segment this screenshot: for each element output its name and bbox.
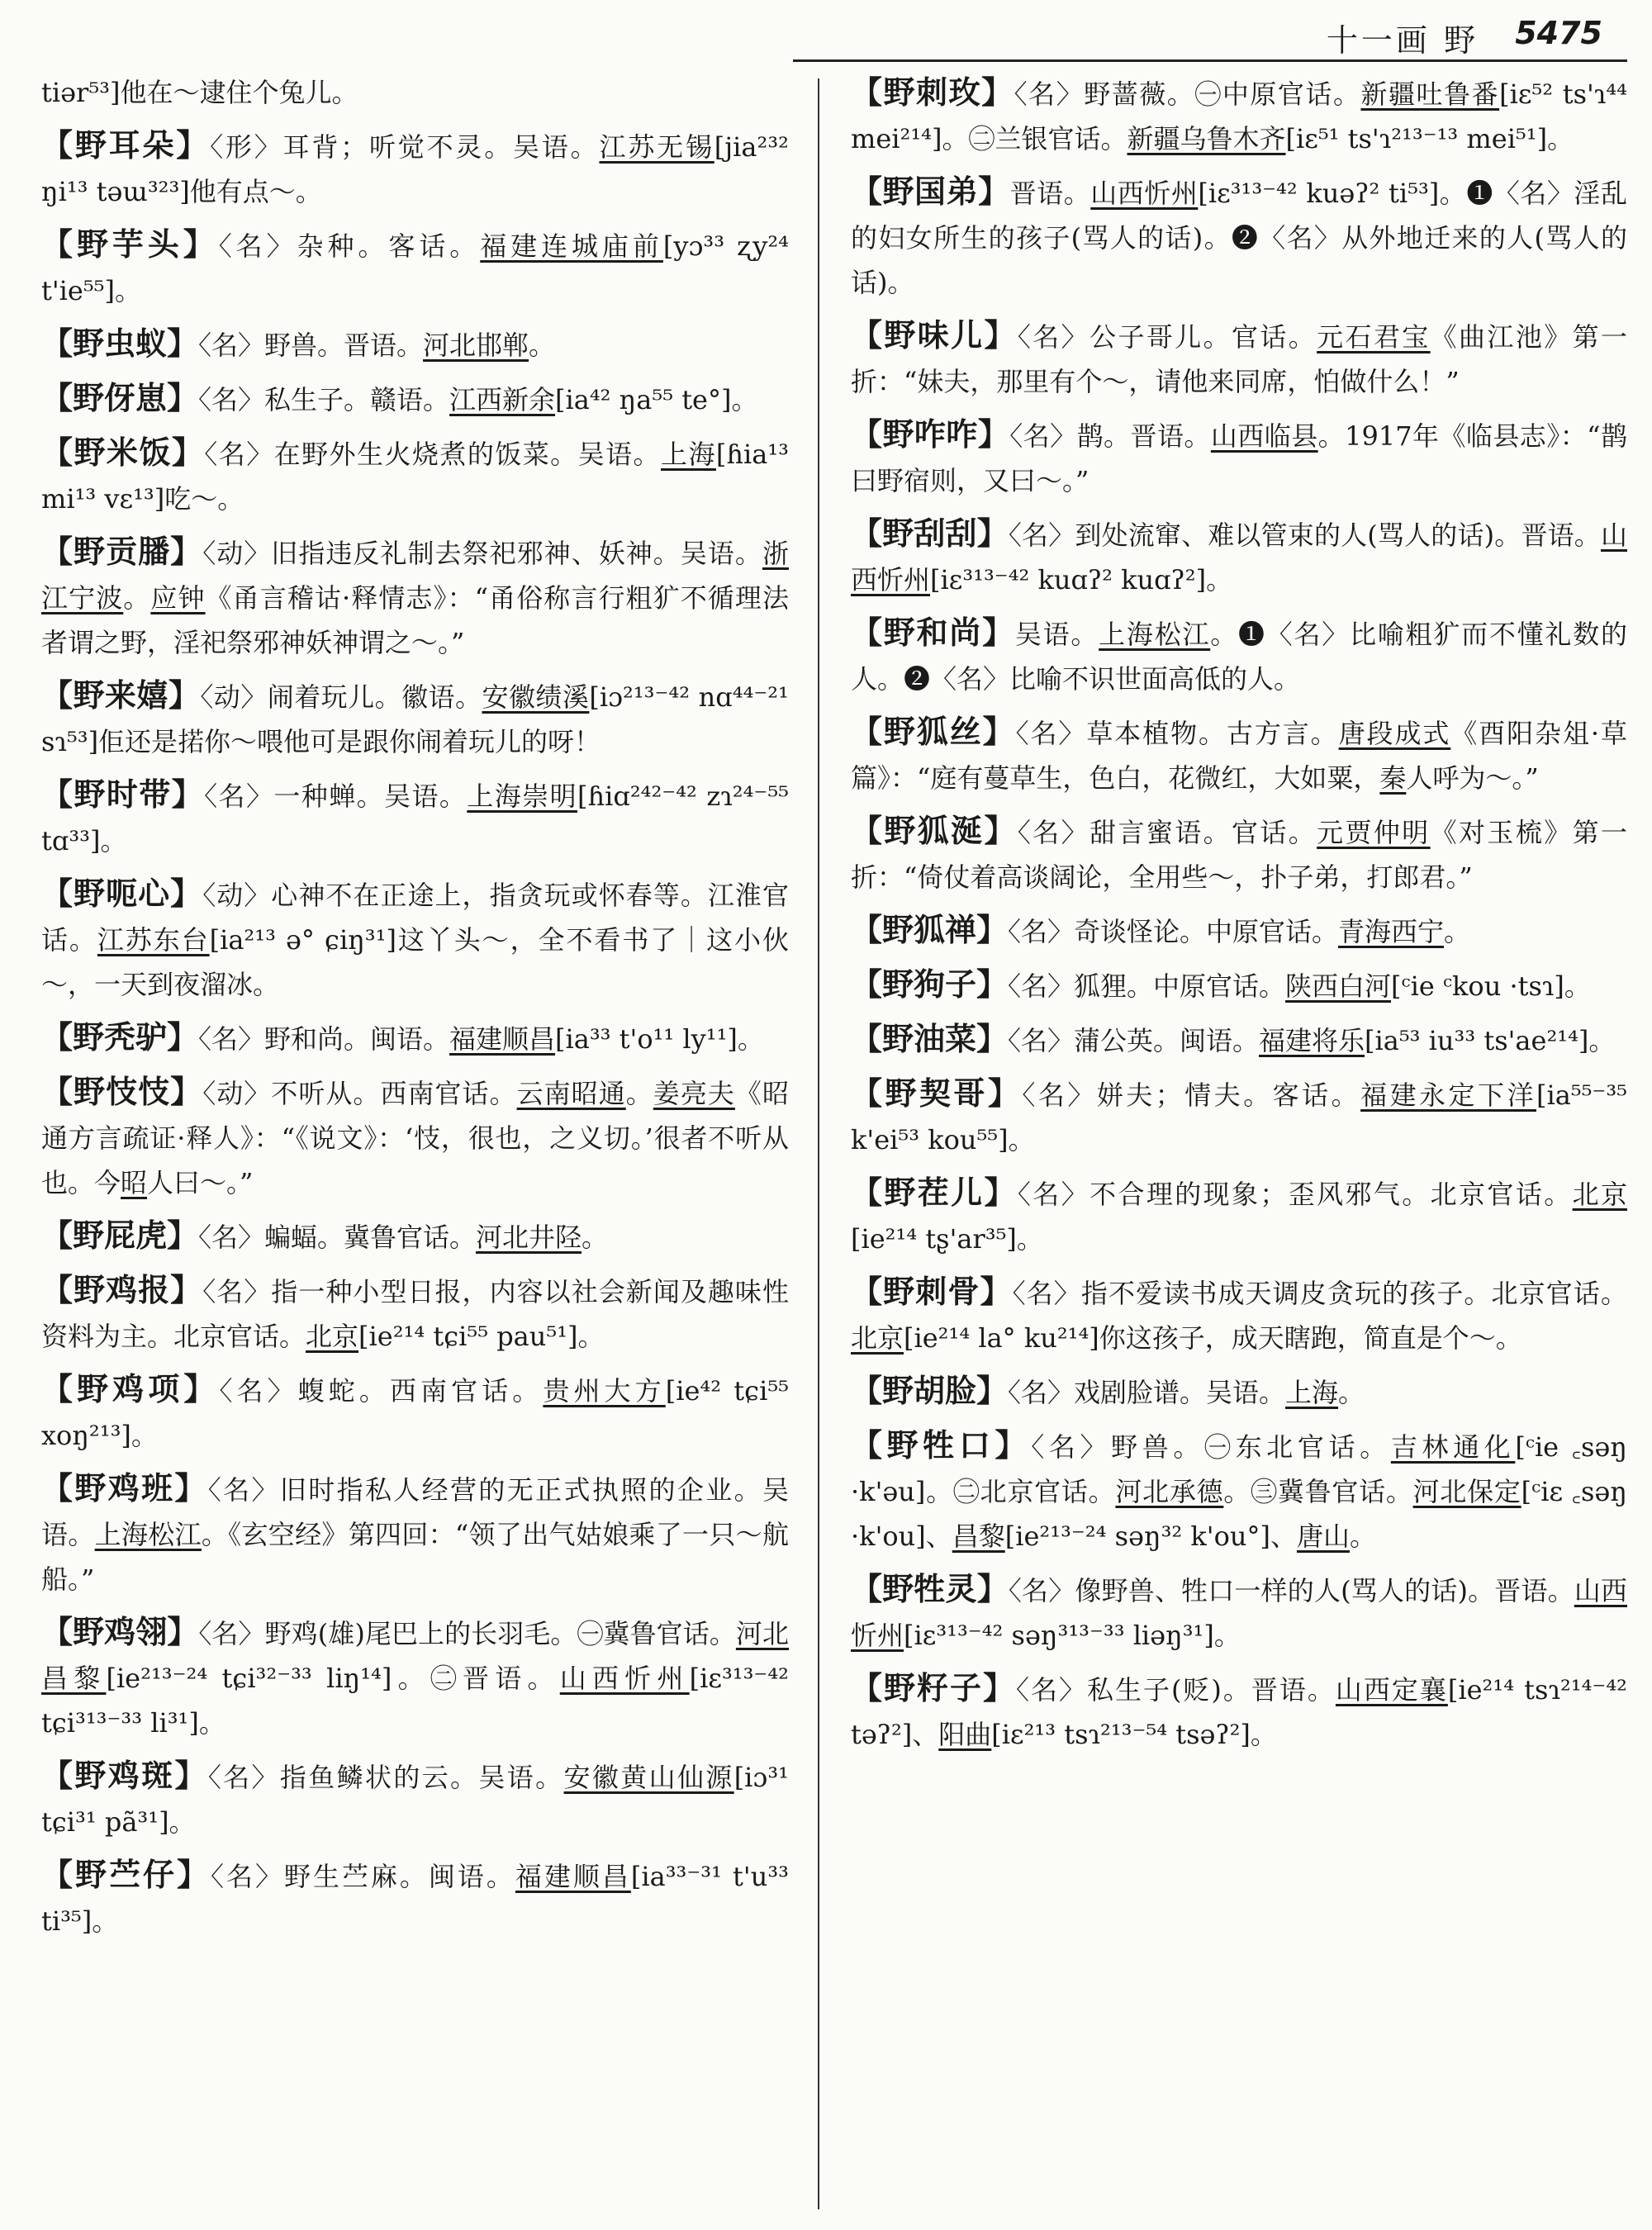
entry-text: 〈名〉野兽。㊀东北官话。 xyxy=(1031,1431,1391,1463)
dictionary-entry xyxy=(851,169,1627,305)
entry-text: 〈名〉野鸡(雄)尾巴上的长羽毛。㊀冀鲁官话。 xyxy=(198,1618,736,1649)
place-name: 北京 xyxy=(306,1321,359,1352)
entry-text: [ᶜiɛ ꜀səŋ ·k'ou]、 xyxy=(851,1476,1627,1552)
entry-headword: 【野狐丝】 xyxy=(851,713,1016,750)
entry-headword: 【野苎仔】 xyxy=(41,1856,211,1893)
entry-headword: 【野鸡斑】 xyxy=(41,1757,208,1794)
entry-text: 〈动〉旧指违反礼制去祭祀邪神、妖神。吴语。 xyxy=(202,538,762,569)
entry-text: [iɛ³¹³⁻⁴² kuəʔ² ti⁵³]。❶〈名〉淫乱的妇女所生的孩子(骂人的话)。❷〈名〉从外地迁来的人(骂人的话)。 xyxy=(851,178,1627,298)
place-name: 贵州大方 xyxy=(543,1375,666,1407)
entry-text: [ie²¹³⁻²⁴ tɕi³²⁻³³ liŋ¹⁴]。㊁晋语。 xyxy=(106,1663,560,1694)
entry-text: 人呼为～。” xyxy=(1406,762,1539,794)
entry-headword: 【野鸡项】 xyxy=(41,1370,220,1407)
place-name: 青海西宁 xyxy=(1338,916,1445,947)
entry-headword: 【野耳朵】 xyxy=(41,126,211,164)
entry-text: 〈动〉闹着玩儿。徽语。 xyxy=(200,681,482,713)
dictionary-entry xyxy=(41,321,789,368)
entry-headword: 【野刮刮】 xyxy=(851,515,1009,552)
entry-text: 。 xyxy=(1338,1377,1365,1408)
entry-text: 。 xyxy=(1349,1521,1376,1552)
entry-text: [ie²¹³⁻²⁴ səŋ³² k'ou°]、 xyxy=(1004,1521,1297,1552)
entry-text: 〈名〉私生子(贬)。晋语。 xyxy=(1015,1674,1336,1706)
entry-text: [iɛ³¹³⁻⁴² tɕi³¹³⁻³³ li³¹]。 xyxy=(41,1663,789,1739)
entry-text: [ie²¹⁴ tɕi⁵⁵ pau⁵¹]。 xyxy=(358,1321,605,1352)
entry-text: 《甬言稽诂·释情志》：“甬俗称言行粗犷不循理法者谓之野，淫祀祭邪神妖神谓之～。” xyxy=(41,582,789,658)
dictionary-entry xyxy=(851,313,1627,404)
place-name: 元贾仲明 xyxy=(1317,817,1431,848)
entry-headword: 【野鸡班】 xyxy=(41,1469,208,1506)
place-name: 上海 xyxy=(1285,1377,1339,1408)
entry-text: 〈名〉野和尚。闽语。 xyxy=(198,1023,450,1055)
entry-headword: 【野契哥】 xyxy=(851,1075,1023,1112)
entry-text: [ia³³⁻³¹ t'u³³ ti³⁵]。 xyxy=(41,1861,789,1937)
entry-text: 。 xyxy=(123,582,151,614)
entry-headword: 【野呃心】 xyxy=(41,875,203,912)
dictionary-entry xyxy=(41,1070,789,1205)
place-name: 河北昌黎 xyxy=(41,1618,789,1694)
dictionary-entry xyxy=(41,70,789,115)
dictionary-entry xyxy=(41,673,789,764)
entry-text: 〈名〉私生子。赣语。 xyxy=(198,384,450,415)
entry-text: 〈名〉蒲公英。闽语。 xyxy=(1008,1025,1260,1056)
dictionary-entry xyxy=(41,871,789,1007)
entry-text: 〈名〉野蔷薇。㊀中原官话。 xyxy=(1014,78,1361,110)
place-name: 江苏东台 xyxy=(97,924,210,956)
entry-text: 〈名〉旧时指私人经营的无正式执照的企业。吴语。 xyxy=(41,1474,789,1550)
entry-text: 〈名〉奇谈怪论。中原官话。 xyxy=(1008,916,1339,947)
place-name: 安徽绩溪 xyxy=(482,681,590,713)
dictionary-entry xyxy=(41,1610,789,1745)
entry-text: 〈名〉一种蝉。吴语。 xyxy=(204,780,468,812)
dictionary-entry xyxy=(851,1567,1627,1658)
place-name: 昌黎 xyxy=(952,1521,1005,1552)
dictionary-entry xyxy=(851,908,1627,954)
entry-headword: 【野刺玫】 xyxy=(851,74,1014,111)
entry-text: 〈名〉在野外生火烧煮的饭菜。吴语。 xyxy=(204,439,661,470)
entry-text: [yɔ³³ ʐy²⁴ t'ie⁵⁵]。 xyxy=(41,230,789,306)
dictionary-entry xyxy=(851,1071,1627,1162)
entry-text: 〈名〉姘夫；情夫。客话。 xyxy=(1022,1079,1361,1111)
place-name: 吉林通化 xyxy=(1390,1431,1516,1463)
entry-headword: 【野屁虎】 xyxy=(41,1217,199,1254)
dictionary-entry xyxy=(851,1017,1627,1063)
place-name: 山西忻州 xyxy=(1090,178,1199,209)
entry-text: 人曰～。” xyxy=(147,1167,254,1198)
entry-text: [ᶜie ꜀səŋ ·k'əu]。㊁北京官话。 xyxy=(851,1431,1627,1507)
dictionary-entry xyxy=(851,70,1627,161)
entry-headword: 【野刺骨】 xyxy=(851,1273,1013,1310)
entry-headword: 【野咋咋】 xyxy=(851,415,1010,453)
place-name: 山西忻州 xyxy=(851,1575,1627,1651)
entry-headword: 【野油菜】 xyxy=(851,1020,1009,1057)
entry-text: 。 xyxy=(625,1078,653,1109)
left-column xyxy=(41,70,789,2218)
dictionary-entry xyxy=(41,1015,789,1061)
place-name: 河北承德 xyxy=(1115,1476,1224,1507)
dictionary-entry xyxy=(41,1466,789,1601)
entry-text: [ia⁴² ŋa⁵⁵ te°]。 xyxy=(555,384,758,415)
entry-text: 《曲江池》第一折：“妹夫，那里有个～，请他来同席，怕做什么！” xyxy=(851,321,1627,397)
entry-text: [ɦiɑ²⁴²⁻⁴² zɿ²⁴⁻⁵⁵ tɑ³³]。 xyxy=(41,780,789,856)
entry-text: 《对玉梳》第一折：“倚仗着高谈阔论，全用些～，扑子弟，打郎君。” xyxy=(851,817,1627,893)
place-name: 山西忻州 xyxy=(559,1663,690,1694)
place-name: 安徽黄山仙源 xyxy=(563,1762,734,1793)
dictionary-entry xyxy=(41,376,789,422)
entry-headword: 【野贡膰】 xyxy=(41,533,203,570)
entry-text: [ia⁵³ iu³³ ts'ae²¹⁴]。 xyxy=(1365,1025,1616,1056)
entry-text: 。 xyxy=(1444,916,1471,947)
place-name: 上海崇明 xyxy=(467,780,577,812)
entry-text: 。 xyxy=(529,330,556,361)
entry-headword: 【野米饭】 xyxy=(41,434,205,471)
entry-text: 〈名〉公子哥儿。官话。 xyxy=(1017,321,1317,353)
place-name: 北京 xyxy=(851,1322,904,1354)
entry-text: 。㊂冀鲁官话。 xyxy=(1223,1476,1413,1507)
dictionary-entry xyxy=(851,1666,1627,1757)
entry-headword: 【野味儿】 xyxy=(851,316,1018,353)
entry-text: 。 xyxy=(582,1222,609,1253)
entry-text: 〈名〉指不爱读书成天调皮贪玩的孩子。北京官话。 xyxy=(1012,1278,1627,1309)
dictionary-entry xyxy=(41,1213,789,1260)
dictionary-entry xyxy=(41,1268,789,1359)
place-name: 元石君宝 xyxy=(1317,321,1431,353)
column-divider xyxy=(818,78,819,2209)
entry-text: [ia⁵⁵⁻³⁵ k'ei⁵³ kou⁵⁵]。 xyxy=(851,1079,1627,1155)
place-name: 河北井陉 xyxy=(476,1222,582,1253)
entry-text: 。1917年《临县志》：“鹊曰野宿则，又曰～。” xyxy=(851,420,1627,496)
entry-text: [iɛ³¹³⁻⁴² səŋ³¹³⁻³³ liəŋ³¹]。 xyxy=(904,1620,1241,1651)
place-name: 唐山 xyxy=(1296,1521,1350,1552)
entry-text: 〈名〉蝙蝠。冀鲁官话。 xyxy=(198,1222,477,1253)
entry-text: 〈形〉耳背；听觉不灵。吴语。 xyxy=(210,131,600,163)
entry-text: 〈名〉指一种小型日报，内容以社会新闻及趣味性资料为主。北京官话。 xyxy=(41,1276,789,1352)
entry-headword: 【野秃驴】 xyxy=(41,1018,199,1056)
dictionary-entry xyxy=(851,610,1627,701)
entry-headword: 【野伢崽】 xyxy=(41,379,199,416)
entry-headword: 【野狗子】 xyxy=(851,966,1009,1003)
place-name: 山西临县 xyxy=(1210,420,1318,452)
entry-headword: 【野狐禅】 xyxy=(851,911,1009,948)
entry-text: [ie⁴² tɕi⁵⁵ xoŋ²¹³]。 xyxy=(41,1375,789,1451)
running-header-label: 十一画 野 xyxy=(1326,22,1479,59)
entry-text: 〈动〉心神不在正途上，指贪玩或怀春等。江淮官话。 xyxy=(41,880,789,956)
entry-text: [ɦia¹³ mi¹³ vɛ¹³]吃～。 xyxy=(41,439,789,515)
page-header xyxy=(0,0,1652,66)
place-name: 云南昭通 xyxy=(516,1078,626,1109)
entry-headword: 【野忮忮】 xyxy=(41,1073,203,1110)
dictionary-entry xyxy=(851,412,1627,503)
dictionary-entry xyxy=(851,1369,1627,1415)
place-name: 姜亮夫 xyxy=(653,1078,735,1109)
entry-text: 〈名〉到处流窜、难以管束的人(骂人的话)。晋语。 xyxy=(1008,520,1601,551)
place-name: 福建永定下洋 xyxy=(1360,1079,1536,1111)
entry-text: 晋语。 xyxy=(1009,178,1091,209)
place-name: 上海 xyxy=(661,439,716,470)
place-name: 秦 xyxy=(1379,762,1407,794)
entry-text: 。《玄空经》第四回：“领了出气姑娘乘了一只～航船。” xyxy=(41,1519,789,1595)
place-name: 上海松江 xyxy=(1099,619,1211,650)
dictionary-entry xyxy=(41,529,789,665)
entry-text: 〈名〉野兽。晋语。 xyxy=(198,330,424,361)
dictionary-entry xyxy=(851,1423,1627,1559)
place-name: 陕西白河 xyxy=(1285,970,1392,1002)
place-name: 应钟 xyxy=(150,582,206,614)
entry-headword: 【野鸡报】 xyxy=(41,1271,203,1308)
entry-text: [ie²¹⁴ tʂ'ar³⁵]。 xyxy=(851,1223,1043,1255)
entry-text: [ia²¹³ ə° ɕiŋ³¹]这丫头～，全不看书了｜这小伙～，一天到夜溜冰。 xyxy=(41,924,789,1000)
place-name: 山西定襄 xyxy=(1335,1674,1448,1706)
entry-headword: 【野狐涎】 xyxy=(851,812,1018,849)
entry-headword: 【野胡脸】 xyxy=(851,1372,1009,1409)
entry-text: [iɛ⁵¹ ts'ɿ²¹³⁻¹³ mei⁵¹]。 xyxy=(1285,123,1574,154)
entry-headword: 【野牲灵】 xyxy=(851,1570,1009,1607)
place-name: 福建连城庙前 xyxy=(480,230,663,262)
page-number: 5475 xyxy=(1515,15,1602,51)
entry-text: 〈名〉像野兽、牲口一样的人(骂人的话)。晋语。 xyxy=(1008,1575,1574,1606)
entry-text: [ia³³ t'o¹¹ ly¹¹]。 xyxy=(555,1023,764,1055)
entry-text: [jia²³² ŋi¹³ təɯ³²³]他有点～。 xyxy=(41,131,789,207)
dictionary-entry xyxy=(851,809,1627,899)
place-name: 江西新余 xyxy=(449,384,556,415)
dictionary-entry xyxy=(41,430,789,521)
dictionary-entry xyxy=(851,1269,1627,1360)
place-name: 福建将乐 xyxy=(1259,1025,1365,1056)
place-name: 阳曲 xyxy=(938,1719,992,1750)
entry-text: 《酉阳杂俎·草篇》：“庭有蔓草生，色白，花微红，大如粟， xyxy=(851,718,1627,794)
entry-headword: 【野国弟】 xyxy=(851,173,1010,210)
place-name: 新疆乌鲁木齐 xyxy=(1127,123,1286,154)
entry-text: tiər⁵³]他在～逮住个兔儿。 xyxy=(41,77,358,108)
place-name: 山西忻州 xyxy=(851,520,1627,595)
header-rule xyxy=(793,59,1627,62)
place-name: 北京 xyxy=(1572,1179,1627,1210)
entry-text: [ie²¹⁴ la° ku²¹⁴]你这孩子，成天瞎跑，简直是个～。 xyxy=(904,1322,1522,1354)
entry-headword: 【野和尚】 xyxy=(851,614,1015,651)
entry-text: 〈名〉蝮蛇。西南官话。 xyxy=(219,1375,544,1407)
dictionary-entry xyxy=(851,962,1627,1008)
entry-headword: 【野茬儿】 xyxy=(851,1174,1018,1211)
entry-text: [iɛ³¹³⁻⁴² kuɑʔ² kuɑʔ²]。 xyxy=(930,564,1233,595)
dictionary-entry xyxy=(41,1853,789,1943)
right-column xyxy=(851,70,1627,2218)
entry-text: 〈名〉指鱼鳞状的云。吴语。 xyxy=(207,1762,564,1793)
entry-headword: 【野鸡翎】 xyxy=(41,1613,199,1650)
dictionary-entry xyxy=(41,222,789,313)
entry-text: 〈名〉草本植物。古方言。 xyxy=(1015,718,1339,749)
dictionary-entry xyxy=(41,1367,789,1458)
place-name: 新疆吐鲁番 xyxy=(1360,78,1500,110)
entry-headword: 【野籽子】 xyxy=(851,1669,1016,1706)
dictionary-entry xyxy=(41,123,789,214)
entry-text: 吴语。 xyxy=(1014,619,1099,650)
entry-text: 〈名〉甜言蜜语。官话。 xyxy=(1017,817,1317,848)
entry-text: 〈动〉不听从。西南官话。 xyxy=(202,1078,517,1109)
entry-headword: 【野芋头】 xyxy=(41,225,219,263)
place-name: 福建顺昌 xyxy=(449,1023,556,1055)
entry-text: 〈名〉不合理的现象；歪风邪气。北京官话。 xyxy=(1017,1179,1573,1210)
entry-text: [ie²¹⁴ tsɿ²¹⁴⁻⁴² təʔ²]、 xyxy=(851,1674,1627,1750)
entry-text: 〈名〉鹊。晋语。 xyxy=(1009,420,1211,452)
entry-text: 《昭通方言疏证·释人》：“《说文》：‘忮，很也，之义切。’很者不听从也。今 xyxy=(41,1078,789,1198)
entry-text: 〈名〉戏剧脸谱。吴语。 xyxy=(1008,1377,1286,1408)
place-name: 上海松江 xyxy=(94,1519,202,1550)
place-name: 江苏无锡 xyxy=(599,131,714,163)
dictionary-entry xyxy=(851,511,1627,602)
place-name: 河北保定 xyxy=(1412,1476,1521,1507)
place-name: 浙江宁波 xyxy=(41,538,789,614)
entry-text: [iɔ²¹³⁻⁴² nɑ⁴⁴⁻²¹ sɿ⁵³]佢还是掿你～喂他可是跟你闹着玩儿的呀！ xyxy=(41,681,789,757)
entry-text: [ᶜie ᶜkou ·tsɿ]。 xyxy=(1391,970,1591,1002)
entry-text: 〈名〉杂种。客话。 xyxy=(218,230,481,262)
place-name: 河北邯郸 xyxy=(423,330,529,361)
dictionary-entry xyxy=(851,1170,1627,1261)
dictionary-entry xyxy=(41,1753,789,1844)
place-name: 福建顺昌 xyxy=(515,1861,631,1892)
dictionary-entry xyxy=(851,709,1627,800)
place-name: 昭 xyxy=(121,1167,148,1198)
place-name: 唐段成式 xyxy=(1338,718,1451,749)
entry-text: [iɛ⁵² ts'ɿ⁴⁴ mei²¹⁴]。㊁兰银官话。 xyxy=(851,78,1627,154)
entry-text: 〈名〉野生苎麻。闽语。 xyxy=(210,1861,515,1892)
entry-text: 〈名〉狐狸。中原官话。 xyxy=(1008,970,1286,1002)
entry-headword: 【野牲口】 xyxy=(851,1426,1032,1464)
entry-text: [iɔ³¹ tɕi³¹ pã³¹]。 xyxy=(41,1762,789,1838)
entry-headword: 【野来嬉】 xyxy=(41,676,201,714)
entry-headword: 【野虫蚁】 xyxy=(41,325,199,362)
dictionary-entry xyxy=(41,772,789,863)
entry-text: [iɛ²¹³ tsɿ²¹³⁻⁵⁴ tsəʔ²]。 xyxy=(991,1719,1277,1750)
entry-headword: 【野时带】 xyxy=(41,776,205,813)
entry-text: 。❶〈名〉比喻粗犷而不懂礼数的人。❷〈名〉比喻不识世面高低的人。 xyxy=(851,619,1627,695)
